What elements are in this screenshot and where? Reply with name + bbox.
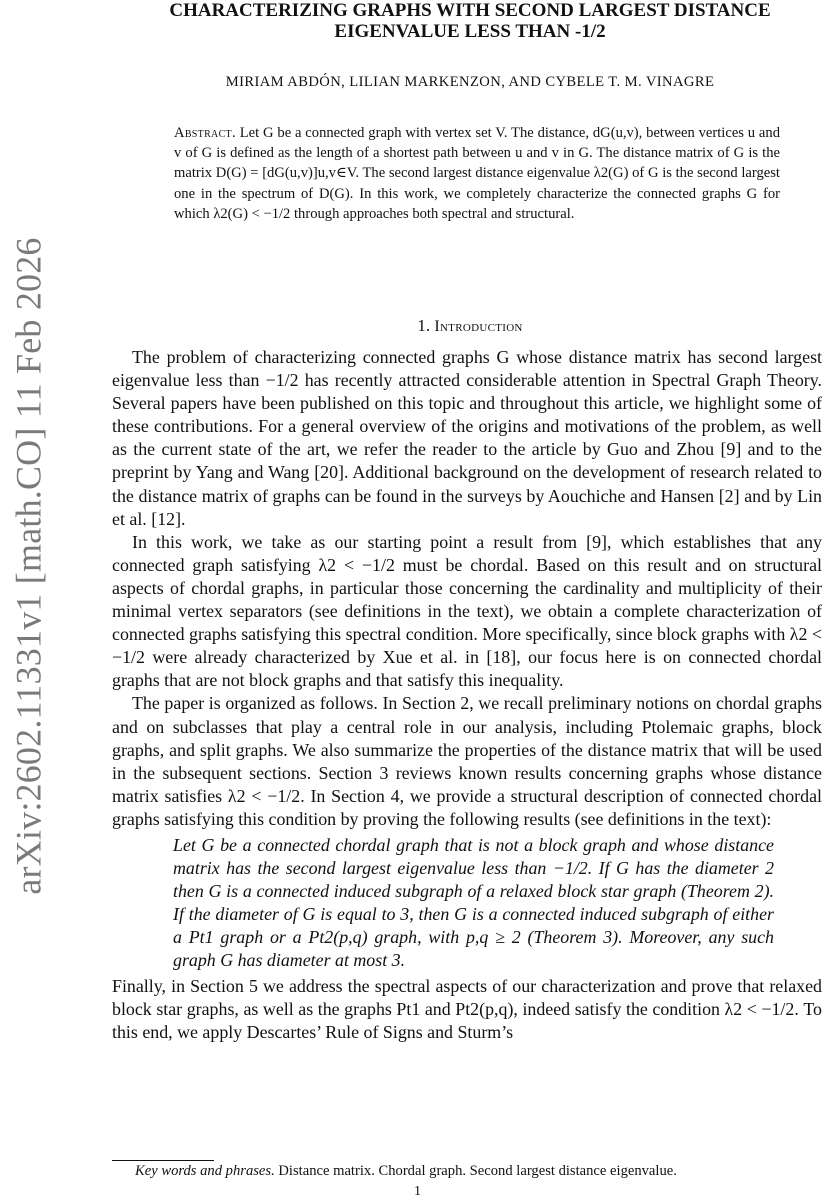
paragraph-4: Finally, in Section 5 we address the spectral aspects of our characterization and prove that relaxed block star graphs, as well as the graphs Pt1 and Pt2(p,q), indeed satisfy the condition λ2 < −1/2. To this end, we apply Descartes’ Rule of Signs and Sturm’s (112, 975, 822, 1042)
footnote (135, 1163, 825, 1180)
abstract (174, 123, 780, 224)
paper-title (120, 0, 820, 42)
paragraph-1: The problem of characterizing connected graphs G whose distance matrix has second largest eigenvalue less than −1/2 has recently attracted considerable attention in Spectral Graph Theory. Several papers have been published on this topic and throughout this article, we highlight some of these contributions. For a general overview of the origins and motivations of the problem, as well as the current state of the art, we refer the reader to the article by Guo and Zhou [9] and to the preprint by Yang and Wang [20]. Additional background on the development of research related to the distance matrix of graphs can be found in the surveys by Aouchiche and Hansen [2] and by Lin et al. [12]. (112, 347, 822, 529)
body-text (112, 346, 822, 1044)
paper-title-line-1: CHARACTERIZING GRAPHS WITH SECOND LARGEST DISTANCE (169, 0, 771, 21)
arxiv-identifier-sidebar (4, 237, 54, 895)
footnote-text: Distance matrix. Chordal graph. Second largest distance eigenvalue. (278, 1163, 677, 1179)
paragraph-2: In this work, we take as our starting point a result from [9], which establishes that any connected graph satisfying λ2 < −1/2 must be chordal. Based on this result and on structural aspects of chordal graphs, in particular those concerning the cardinality and multiplicity of their minimal vertex separators (see definitions in the text), we obtain a complete characterization of connected graphs satisfying this spectral condition. More specifically, since block graphs with λ2 < −1/2 were already characterized by Xue et al. in [18], our focus here is on connected chordal graphs that are not block graphs and that satisfy this inequality. (112, 531, 822, 691)
paragraph-3: The paper is organized as follows. In Section 2, we recall preliminary notions on chordal graphs and on subclasses that play a central role in our analysis, including Ptolemaic graphs, block graphs, and split graphs. We also summarize the properties of the distance matrix that will be used in the subsequent sections. Section 3 reviews known results concerning graphs whose distance matrix satisfies λ2 < −1/2. In Section 4, we provide a structural description of connected chordal graphs satisfying this condition by proving the following results (see definitions in the text): (112, 693, 822, 829)
paper-title-line-2: EIGENVALUE LESS THAN -1/2 (334, 21, 606, 42)
footnote-rule (112, 1160, 214, 1161)
abstract-label: Abstract. (174, 125, 236, 141)
arxiv-identifier: arXiv:2602.11331v1 [math.CO] 11 Feb 2026 (9, 237, 50, 895)
section-title: Introduction (434, 318, 523, 335)
footnote-label: Key words and phrases. (135, 1163, 275, 1179)
abstract-text: Let G be a connected graph with vertex set V. The distance, dG(u,v), between vertices u and v of G is defined as the length of a shortest path between u and v in G. The distance matrix of G is the matrix D(G) = [dG(u,v)]u,v∈V. The second largest distance eigenvalue λ2(G) of G is the second largest one in the spectrum of D(G). In this work, we completely characterize the connected graphs G for which λ2(G) < −1/2 through approaches both spectral and structural. (174, 125, 780, 222)
section-heading (120, 316, 820, 336)
page-number: 1 (414, 1184, 421, 1199)
author-list: MIRIAM ABDÓN, LILIAN MARKENZON, AND CYBELE T. M. VINAGRE (225, 74, 715, 90)
section-number: 1. (417, 316, 431, 335)
theorem-statement: Let G be a connected chordal graph that is not a block graph and whose distance matrix has the second largest eigenvalue less than −1/2. If G has the diameter 2 then G is a connected induced subgraph of a relaxed block star graph (Theorem 2). If the diameter of G is equal to 3, then G is a connected induced subgraph of either a Pt1 graph or a Pt2(p,q) graph, with p,q ≥ 2 (Theorem 3). Moreover, any such graph G has diameter at most 3. (173, 834, 774, 971)
